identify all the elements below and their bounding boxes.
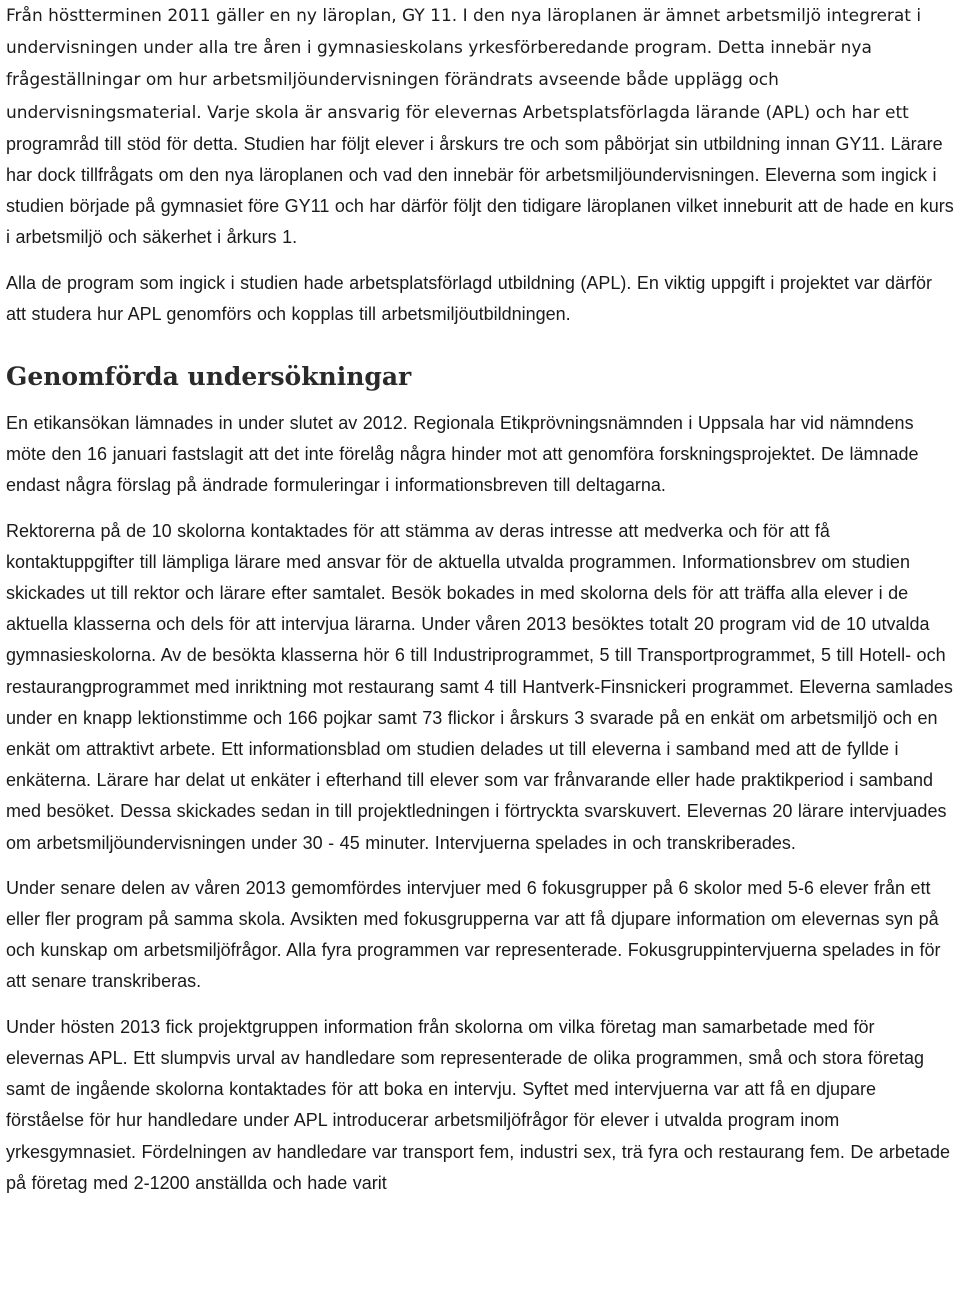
focus-groups-paragraph: Under senare delen av våren 2013 gemomfördes intervjuer med 6 fokusgrupper på 6 skolor med 5-6 elever från ett eller fler program på samma skola. Avsikten med fokusgrupperna var att få djupare information om elevernas syn på och kunskap om arbetsmiljöfrågor. Alla fyra programmen var representerade. Fokusgruppintervjuerna spelades in för att senare transkriberas. — [6, 877, 941, 992]
ethics-paragraph: En etikansökan lämnades in under slutet av 2012. Regionala Etikprövningsnämnden i Uppsala har vid nämndens möte den 16 januari fastslagit att det inte förelåg några hinder mot att genomföra forskningsprojektet. De lämnade endast några förslag på ändrade formuleringar i informationsbreven till deltagarna. — [6, 413, 919, 496]
intro-text-part-2: programråd till stöd för detta. Studien har följt elever i årskurs tre och som påbörjat sin utbildning innan GY11. Lärare har dock tillfrågats om den nya läroplanen och vad den innebär för arbetsmiljöundervisningen. Eleverna som ingick i studien började på gymnasiet före GY11 och har därför följt den tidigare läroplanen vilket inneburit att de hade en kurs i arbetsmiljö och säkerhet i årkurs 1. — [6, 133, 954, 248]
supervisors-paragraph: Under hösten 2013 fick projektgruppen information från skolorna om vilka företag man samarbetade med för elevernas APL. Ett slumpvis urval av handledare som representerade de olika programmen, små och stora företag samt de ingående skolorna kontaktades för att boka en intervju. Syftet med intervjuerna var att få en djupare förståelse för hur handledare under APL introducerar arbetsmiljöfrågor för elever i utvalda program inom yrkesgymnasiet. Fördelningen av handledare var transport fem, industri sex, trä fyra och restaurang fem. De arbetade på företag med 2-1200 anställda och hade varit — [6, 1016, 950, 1193]
document-page — [6, 0, 956, 1199]
section-heading: Genomförda undersökningar — [6, 362, 412, 392]
principals-paragraph: Rektorerna på de 10 skolorna kontaktades för att stämma av deras intresse att medverka och för att få kontaktuppgifter till lämpliga lärare med ansvar för de aktuella utvalda programmen. Informationsbrev om studien skickades ut till rektor och lärare efter samtalet. Besök bokades in med skolorna dels för att träffa alla elever i de aktuella klasserna och dels för att intervjua lärarna. Under våren 2013 besöktes totalt 20 program vid de 10 utvalda gymnasieskolorna. Av de besökta klasserna hör 6 till Industriprogrammet, 5 till Transportprogrammet, 5 till Hotell- och restaurangprogrammet med inriktning mot restaurang samt 4 till Hantverk-Finsnickeri programmet. Eleverna samlades under en knapp lektionstimme och 166 pojkar samt 73 flickor i årskurs 3 svarade på en enkät om arbetsmiljö och en enkät om attraktivt arbete. Ett informationsblad om studien delades ut till eleverna i samband med att de fyllde i enkäterna. Lärare har delat ut enkäter i efterhand till elever som var frånvarande eller hade praktikperiod i samband med besöket. Dessa skickades sedan in till projektledningen i förtryckta svarskuvert. Elevernas 20 lärare intervjuades om arbetsmiljöundervisningen under 30 - 45 minuter. Intervjuerna spelades in och transkriberades. — [6, 520, 953, 853]
apl-paragraph: Alla de program som ingick i studien hade arbetsplatsförlagd utbildning (APL). En viktig uppgift i projektet var därför att studera hur APL genomförs och kopplas till arbetsmiljöutbildningen. — [6, 272, 932, 324]
intro-paragraph — [6, 0, 956, 254]
intro-text-part-1: Från höstterminen 2011 gäller en ny läroplan, GY 11. I den nya läroplanen är ämnet arbetsmiljö integrerat i undervisningen under alla tre åren i gymnasieskolans yrkesförberedande program. Detta innebär nya frågeställningar om hur arbetsmiljöundervisningen förändrats avseende både upplägg och undervisningsmaterial. Varje skola är ansvarig för elevernas Arbetsplatsförlagda lärande (APL) och har ett — [6, 6, 922, 123]
